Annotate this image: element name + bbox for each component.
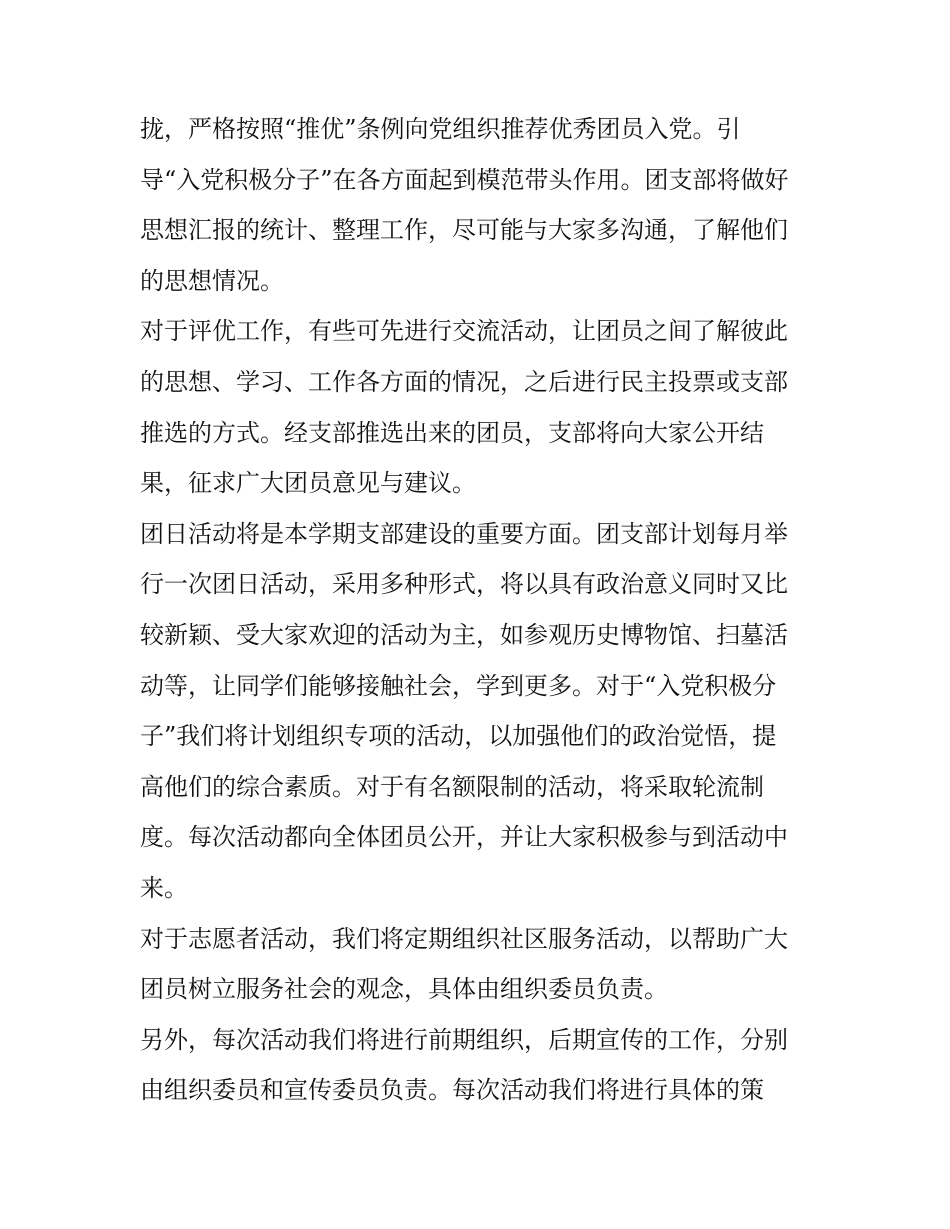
- text-line: 对于志愿者活动，我们将定期组织社区服务活动，以帮助广大: [140, 924, 788, 953]
- text-line: 另外，每次活动我们将进行前期组织，后期宣传的工作，分别: [140, 1025, 788, 1054]
- text-line: 动等，让同学们能够接触社会，学到更多。对于“入党积极分: [140, 671, 777, 700]
- text-line: 子”我们将计划组织专项的活动，以加强他们的政治觉悟，提: [140, 722, 777, 751]
- text-line: 行一次团日活动，采用多种形式，将以具有政治意义同时又比: [140, 570, 788, 599]
- text-line: 果，征求广大团员意见与建议。: [140, 469, 476, 498]
- text-line: 思想汇报的统计、整理工作，尽可能与大家多沟通，了解他们: [140, 216, 788, 245]
- text-line: 的思想情况。: [140, 266, 284, 295]
- document-body: [140, 104, 820, 1116]
- text-line: 的思想、学习、工作各方面的情况，之后进行民主投票或支部: [140, 367, 788, 396]
- text-line: 由组织委员和宣传委员负责。每次活动我们将进行具体的策: [140, 1076, 764, 1105]
- text-line: 拢，严格按照“推优”条例向党组织推荐优秀团员入党。引: [140, 115, 741, 143]
- text-line: 团员树立服务社会的观念，具体由组织委员负责。: [140, 975, 668, 1004]
- text-line: 度。每次活动都向全体团员公开，并让大家积极参与到活动中: [140, 823, 788, 852]
- text-line: 团日活动将是本学期支部建设的重要方面。团支部计划每月举: [140, 519, 788, 548]
- text-line: 导“入党积极分子”在各方面起到模范带头作用。团支部将做好: [140, 165, 789, 194]
- text-line: 对于评优工作，有些可先进行交流活动，让团员之间了解彼此: [140, 317, 788, 346]
- text-line: 推选的方式。经支部推选出来的团员，支部将向大家公开结: [140, 418, 764, 447]
- text-line: 较新颖、受大家欢迎的活动为主，如参观历史博物馆、扫墓活: [140, 620, 788, 649]
- text-line: 来。: [140, 873, 188, 902]
- text-line: 高他们的综合素质。对于有名额限制的活动，将采取轮流制: [140, 772, 764, 801]
